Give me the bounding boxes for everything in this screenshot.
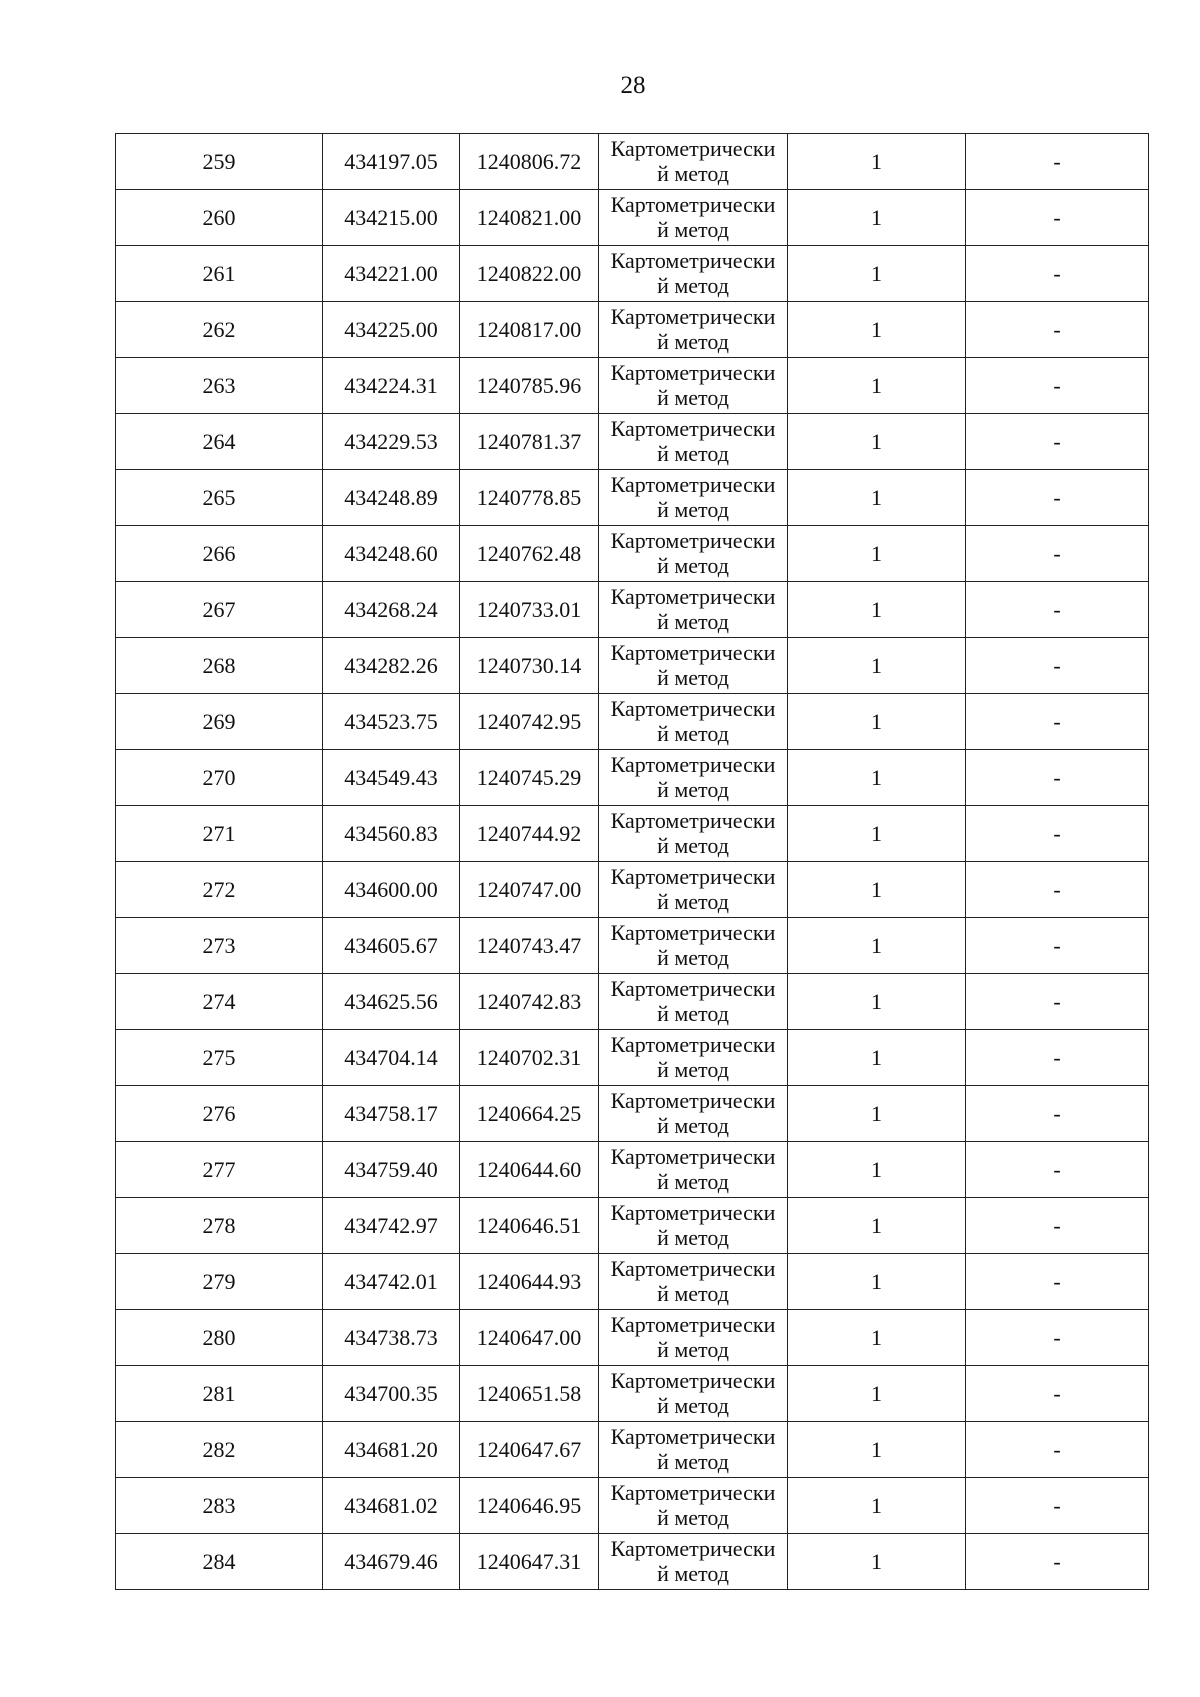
method-line-1: Картометрически <box>610 192 776 217</box>
method-line-2: й метод <box>657 161 729 186</box>
method-line-2: й метод <box>657 1001 729 1026</box>
table-row <box>116 1310 1149 1366</box>
method-line-2: й метод <box>657 553 729 578</box>
description-cell: - <box>966 1422 1149 1478</box>
method-line-1: Картометрически <box>610 864 776 889</box>
method-line-2: й метод <box>657 385 729 410</box>
table-row <box>116 1366 1149 1422</box>
description-cell: - <box>966 246 1149 302</box>
table-row <box>116 1254 1149 1310</box>
y-coordinate-cell: 1240785.96 <box>460 358 599 414</box>
table-row <box>116 1198 1149 1254</box>
y-coordinate-cell: 1240745.29 <box>460 750 599 806</box>
x-coordinate-cell: 434681.20 <box>323 1422 460 1478</box>
point-number-cell: 279 <box>116 1254 323 1310</box>
point-number-cell: 280 <box>116 1310 323 1366</box>
method-cell <box>599 1198 788 1254</box>
method-cell <box>599 582 788 638</box>
table-row <box>116 1142 1149 1198</box>
point-number-cell: 277 <box>116 1142 323 1198</box>
table-row <box>116 582 1149 638</box>
x-coordinate-cell: 434221.00 <box>323 246 460 302</box>
description-cell: - <box>966 1030 1149 1086</box>
point-number-cell: 271 <box>116 806 323 862</box>
description-cell: - <box>966 302 1149 358</box>
table-row <box>116 246 1149 302</box>
description-cell: - <box>966 414 1149 470</box>
point-number-cell: 264 <box>116 414 323 470</box>
point-number-cell: 268 <box>116 638 323 694</box>
table-row <box>116 1086 1149 1142</box>
table-row <box>116 414 1149 470</box>
description-cell: - <box>966 862 1149 918</box>
point-number-cell: 266 <box>116 526 323 582</box>
point-number-cell: 259 <box>116 134 323 190</box>
table-row <box>116 302 1149 358</box>
y-coordinate-cell: 1240781.37 <box>460 414 599 470</box>
accuracy-cell: 1 <box>788 1198 966 1254</box>
method-line-1: Картометрически <box>610 640 776 665</box>
accuracy-cell: 1 <box>788 1534 966 1590</box>
y-coordinate-cell: 1240644.60 <box>460 1142 599 1198</box>
y-coordinate-cell: 1240647.67 <box>460 1422 599 1478</box>
method-cell <box>599 1534 788 1590</box>
method-cell <box>599 1254 788 1310</box>
y-coordinate-cell: 1240647.00 <box>460 1310 599 1366</box>
x-coordinate-cell: 434742.97 <box>323 1198 460 1254</box>
table-row <box>116 358 1149 414</box>
table-row <box>116 526 1149 582</box>
method-cell <box>599 190 788 246</box>
point-number-cell: 283 <box>116 1478 323 1534</box>
y-coordinate-cell: 1240742.83 <box>460 974 599 1030</box>
method-line-1: Картометрически <box>610 584 776 609</box>
description-cell: - <box>966 750 1149 806</box>
method-line-2: й метод <box>657 1505 729 1530</box>
x-coordinate-cell: 434759.40 <box>323 1142 460 1198</box>
method-line-1: Картометрически <box>610 416 776 441</box>
method-cell <box>599 1478 788 1534</box>
accuracy-cell: 1 <box>788 358 966 414</box>
method-cell <box>599 414 788 470</box>
table-row <box>116 1422 1149 1478</box>
x-coordinate-cell: 434742.01 <box>323 1254 460 1310</box>
method-line-1: Картометрически <box>610 1368 776 1393</box>
x-coordinate-cell: 434225.00 <box>323 302 460 358</box>
description-cell: - <box>966 1198 1149 1254</box>
table-row <box>116 134 1149 190</box>
y-coordinate-cell: 1240747.00 <box>460 862 599 918</box>
accuracy-cell: 1 <box>788 1478 966 1534</box>
method-cell <box>599 1142 788 1198</box>
point-number-cell: 284 <box>116 1534 323 1590</box>
y-coordinate-cell: 1240733.01 <box>460 582 599 638</box>
y-coordinate-cell: 1240817.00 <box>460 302 599 358</box>
y-coordinate-cell: 1240806.72 <box>460 134 599 190</box>
accuracy-cell: 1 <box>788 638 966 694</box>
method-line-2: й метод <box>657 945 729 970</box>
accuracy-cell: 1 <box>788 1254 966 1310</box>
method-line-1: Картометрически <box>610 1480 776 1505</box>
y-coordinate-cell: 1240821.00 <box>460 190 599 246</box>
x-coordinate-cell: 434738.73 <box>323 1310 460 1366</box>
x-coordinate-cell: 434248.60 <box>323 526 460 582</box>
table-row <box>116 750 1149 806</box>
method-cell <box>599 302 788 358</box>
method-line-1: Картометрически <box>610 304 776 329</box>
y-coordinate-cell: 1240702.31 <box>460 1030 599 1086</box>
method-line-2: й метод <box>657 1169 729 1194</box>
method-line-1: Картометрически <box>610 360 776 385</box>
y-coordinate-cell: 1240646.51 <box>460 1198 599 1254</box>
accuracy-cell: 1 <box>788 302 966 358</box>
x-coordinate-cell: 434605.67 <box>323 918 460 974</box>
description-cell: - <box>966 806 1149 862</box>
x-coordinate-cell: 434679.46 <box>323 1534 460 1590</box>
method-line-1: Картометрически <box>610 1424 776 1449</box>
accuracy-cell: 1 <box>788 806 966 862</box>
coordinates-table <box>115 133 1149 1590</box>
y-coordinate-cell: 1240762.48 <box>460 526 599 582</box>
x-coordinate-cell: 434681.02 <box>323 1478 460 1534</box>
method-line-1: Картометрически <box>610 1536 776 1561</box>
y-coordinate-cell: 1240743.47 <box>460 918 599 974</box>
method-line-1: Картометрически <box>610 808 776 833</box>
accuracy-cell: 1 <box>788 1142 966 1198</box>
description-cell: - <box>966 974 1149 1030</box>
description-cell: - <box>966 1366 1149 1422</box>
x-coordinate-cell: 434248.89 <box>323 470 460 526</box>
x-coordinate-cell: 434523.75 <box>323 694 460 750</box>
description-cell: - <box>966 1478 1149 1534</box>
description-cell: - <box>966 694 1149 750</box>
table-row <box>116 806 1149 862</box>
y-coordinate-cell: 1240647.31 <box>460 1534 599 1590</box>
method-cell <box>599 526 788 582</box>
x-coordinate-cell: 434704.14 <box>323 1030 460 1086</box>
method-cell <box>599 470 788 526</box>
y-coordinate-cell: 1240822.00 <box>460 246 599 302</box>
point-number-cell: 272 <box>116 862 323 918</box>
accuracy-cell: 1 <box>788 1422 966 1478</box>
accuracy-cell: 1 <box>788 862 966 918</box>
point-number-cell: 278 <box>116 1198 323 1254</box>
description-cell: - <box>966 190 1149 246</box>
description-cell: - <box>966 1254 1149 1310</box>
description-cell: - <box>966 918 1149 974</box>
table-row <box>116 190 1149 246</box>
description-cell: - <box>966 1086 1149 1142</box>
point-number-cell: 281 <box>116 1366 323 1422</box>
method-line-1: Картометрически <box>610 472 776 497</box>
method-line-2: й метод <box>657 1449 729 1474</box>
x-coordinate-cell: 434758.17 <box>323 1086 460 1142</box>
method-cell <box>599 806 788 862</box>
method-cell <box>599 1030 788 1086</box>
y-coordinate-cell: 1240730.14 <box>460 638 599 694</box>
accuracy-cell: 1 <box>788 694 966 750</box>
table-row <box>116 1030 1149 1086</box>
method-line-1: Картометрически <box>610 920 776 945</box>
table-row <box>116 918 1149 974</box>
point-number-cell: 261 <box>116 246 323 302</box>
point-number-cell: 282 <box>116 1422 323 1478</box>
method-line-2: й метод <box>657 609 729 634</box>
point-number-cell: 273 <box>116 918 323 974</box>
accuracy-cell: 1 <box>788 582 966 638</box>
point-number-cell: 275 <box>116 1030 323 1086</box>
description-cell: - <box>966 1310 1149 1366</box>
x-coordinate-cell: 434600.00 <box>323 862 460 918</box>
method-line-2: й метод <box>657 777 729 802</box>
description-cell: - <box>966 1142 1149 1198</box>
method-cell <box>599 918 788 974</box>
table-row <box>116 862 1149 918</box>
method-cell <box>599 1366 788 1422</box>
method-cell <box>599 750 788 806</box>
x-coordinate-cell: 434700.35 <box>323 1366 460 1422</box>
x-coordinate-cell: 434224.31 <box>323 358 460 414</box>
y-coordinate-cell: 1240744.92 <box>460 806 599 862</box>
point-number-cell: 260 <box>116 190 323 246</box>
accuracy-cell: 1 <box>788 470 966 526</box>
method-line-2: й метод <box>657 441 729 466</box>
description-cell: - <box>966 526 1149 582</box>
method-line-2: й метод <box>657 665 729 690</box>
method-line-2: й метод <box>657 721 729 746</box>
accuracy-cell: 1 <box>788 750 966 806</box>
x-coordinate-cell: 434229.53 <box>323 414 460 470</box>
x-coordinate-cell: 434268.24 <box>323 582 460 638</box>
accuracy-cell: 1 <box>788 974 966 1030</box>
x-coordinate-cell: 434625.56 <box>323 974 460 1030</box>
accuracy-cell: 1 <box>788 1030 966 1086</box>
y-coordinate-cell: 1240651.58 <box>460 1366 599 1422</box>
point-number-cell: 265 <box>116 470 323 526</box>
method-line-1: Картометрически <box>610 976 776 1001</box>
method-line-2: й метод <box>657 217 729 242</box>
point-number-cell: 262 <box>116 302 323 358</box>
method-line-1: Картометрически <box>610 1312 776 1337</box>
y-coordinate-cell: 1240778.85 <box>460 470 599 526</box>
table-body <box>116 134 1149 1590</box>
accuracy-cell: 1 <box>788 134 966 190</box>
description-cell: - <box>966 582 1149 638</box>
accuracy-cell: 1 <box>788 1366 966 1422</box>
method-line-2: й метод <box>657 1337 729 1362</box>
point-number-cell: 274 <box>116 974 323 1030</box>
y-coordinate-cell: 1240742.95 <box>460 694 599 750</box>
method-line-1: Картометрически <box>610 1256 776 1281</box>
method-line-2: й метод <box>657 1393 729 1418</box>
description-cell: - <box>966 470 1149 526</box>
table-row <box>116 638 1149 694</box>
method-line-1: Картометрически <box>610 1200 776 1225</box>
accuracy-cell: 1 <box>788 190 966 246</box>
method-line-2: й метод <box>657 273 729 298</box>
point-number-cell: 276 <box>116 1086 323 1142</box>
method-cell <box>599 1310 788 1366</box>
y-coordinate-cell: 1240664.25 <box>460 1086 599 1142</box>
table-row <box>116 974 1149 1030</box>
accuracy-cell: 1 <box>788 1310 966 1366</box>
description-cell: - <box>966 358 1149 414</box>
method-line-2: й метод <box>657 1561 729 1586</box>
method-cell <box>599 1422 788 1478</box>
point-number-cell: 263 <box>116 358 323 414</box>
point-number-cell: 270 <box>116 750 323 806</box>
accuracy-cell: 1 <box>788 1086 966 1142</box>
x-coordinate-cell: 434549.43 <box>323 750 460 806</box>
method-cell <box>599 358 788 414</box>
description-cell: - <box>966 134 1149 190</box>
table-row <box>116 470 1149 526</box>
method-line-1: Картометрически <box>610 136 776 161</box>
point-number-cell: 269 <box>116 694 323 750</box>
method-line-2: й метод <box>657 1225 729 1250</box>
point-number-cell: 267 <box>116 582 323 638</box>
y-coordinate-cell: 1240646.95 <box>460 1478 599 1534</box>
accuracy-cell: 1 <box>788 526 966 582</box>
description-cell: - <box>966 1534 1149 1590</box>
method-line-1: Картометрически <box>610 696 776 721</box>
x-coordinate-cell: 434560.83 <box>323 806 460 862</box>
method-line-1: Картометрически <box>610 1144 776 1169</box>
page-number: 28 <box>620 72 646 99</box>
y-coordinate-cell: 1240644.93 <box>460 1254 599 1310</box>
method-cell <box>599 862 788 918</box>
method-cell <box>599 134 788 190</box>
accuracy-cell: 1 <box>788 414 966 470</box>
method-line-2: й метод <box>657 329 729 354</box>
method-line-2: й метод <box>657 1113 729 1138</box>
x-coordinate-cell: 434197.05 <box>323 134 460 190</box>
x-coordinate-cell: 434215.00 <box>323 190 460 246</box>
table-row <box>116 1534 1149 1590</box>
method-line-1: Картометрически <box>610 1088 776 1113</box>
method-cell <box>599 246 788 302</box>
method-line-1: Картометрически <box>610 528 776 553</box>
method-cell <box>599 974 788 1030</box>
accuracy-cell: 1 <box>788 918 966 974</box>
method-line-1: Картометрически <box>610 1032 776 1057</box>
method-line-2: й метод <box>657 833 729 858</box>
x-coordinate-cell: 434282.26 <box>323 638 460 694</box>
method-cell <box>599 638 788 694</box>
method-cell <box>599 694 788 750</box>
method-line-2: й метод <box>657 1057 729 1082</box>
method-line-1: Картометрически <box>610 752 776 777</box>
accuracy-cell: 1 <box>788 246 966 302</box>
method-line-2: й метод <box>657 497 729 522</box>
method-line-1: Картометрически <box>610 248 776 273</box>
description-cell: - <box>966 638 1149 694</box>
method-line-2: й метод <box>657 1281 729 1306</box>
method-cell <box>599 1086 788 1142</box>
method-line-2: й метод <box>657 889 729 914</box>
table-row <box>116 1478 1149 1534</box>
table-row <box>116 694 1149 750</box>
